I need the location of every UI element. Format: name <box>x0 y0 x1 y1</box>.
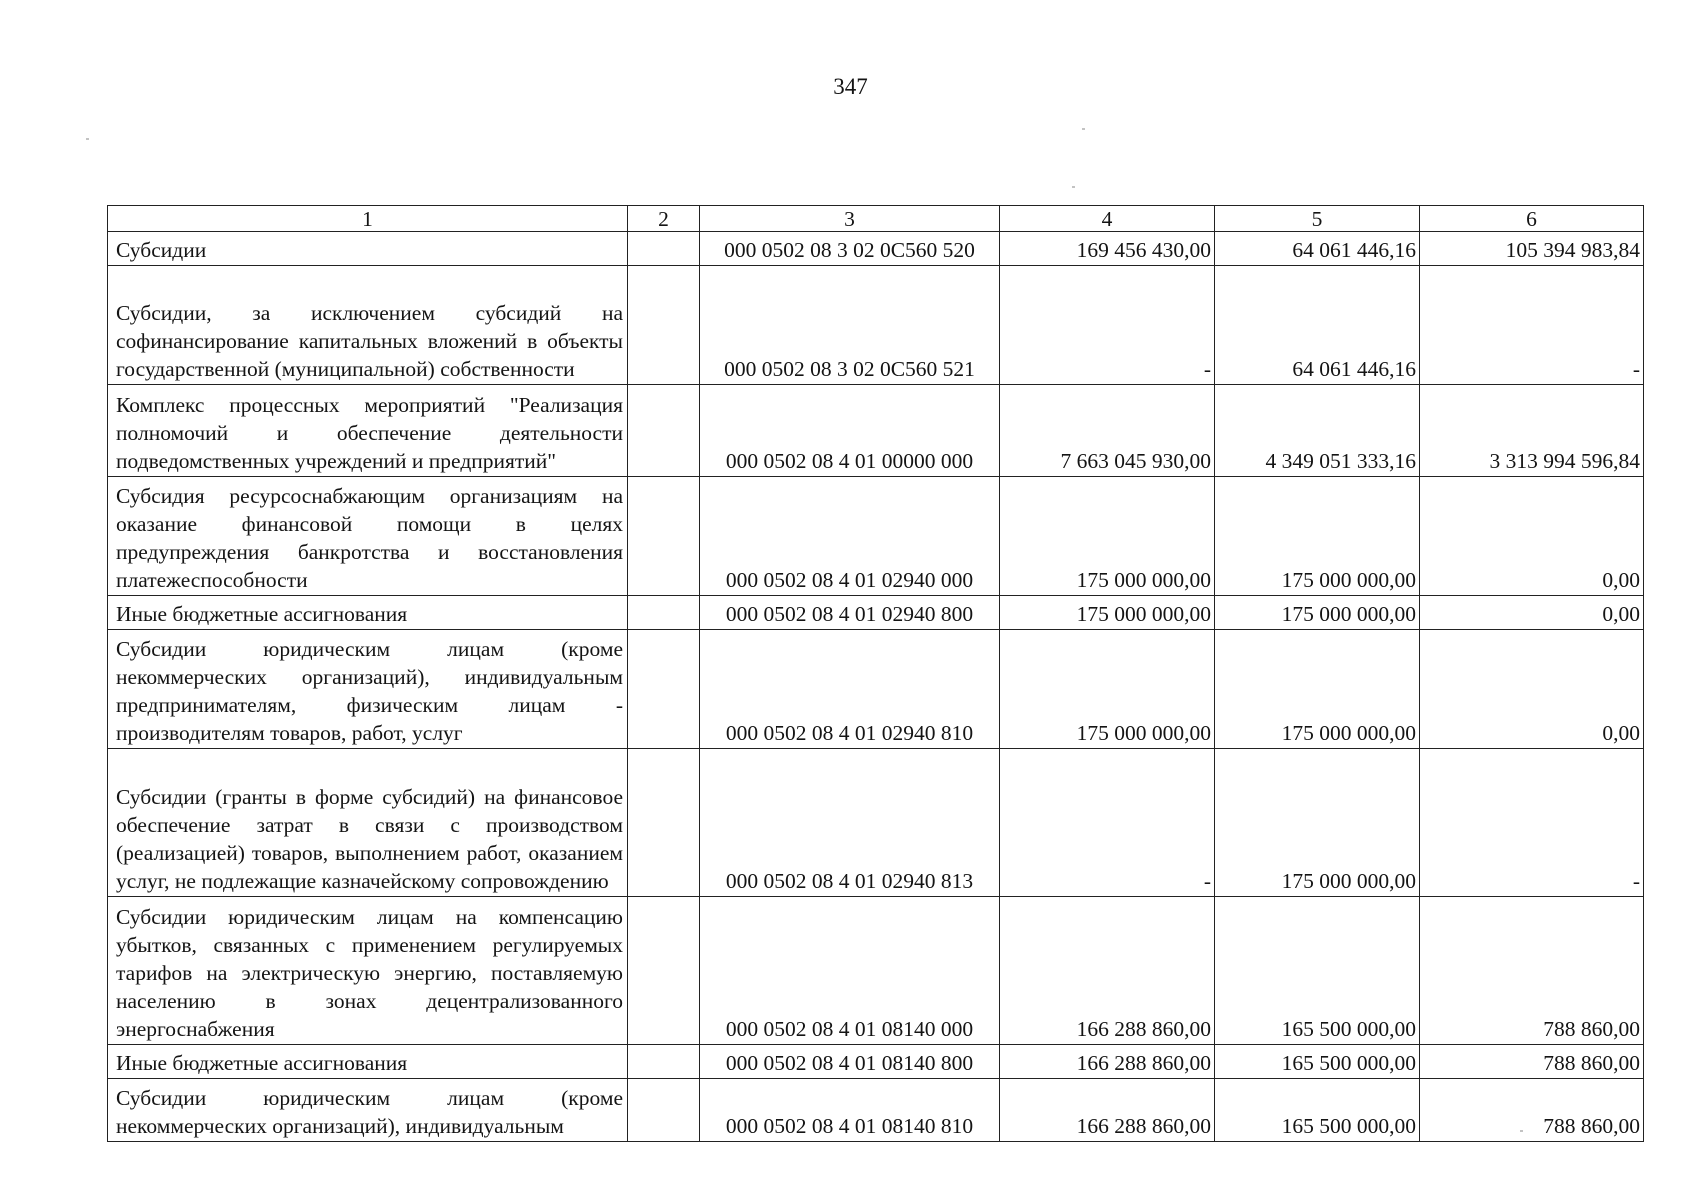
item-col2 <box>628 596 700 630</box>
item-name: Субсидия ресурсоснабжающим организациям на оказание финансовой помощи в целях предупреждения банкротства и восстановления платежеспособности <box>108 477 628 596</box>
item-name: Иные бюджетные ассигнования <box>108 1045 628 1079</box>
amount-col5: 165 500 000,00 <box>1215 1079 1420 1142</box>
scan-speck <box>1072 186 1075 188</box>
table-row <box>108 1045 1644 1079</box>
budget-code: 000 0502 08 4 01 02940 810 <box>700 630 1000 749</box>
amount-col4: 166 288 860,00 <box>1000 897 1215 1045</box>
table-row <box>108 232 1644 266</box>
item-name: Субсидии юридическим лицам (кроме некоммерческих организаций), индивидуальным <box>108 1079 628 1142</box>
budget-code: 000 0502 08 3 02 0С560 520 <box>700 232 1000 266</box>
amount-col6: 3 313 994 596,84 <box>1420 385 1644 477</box>
amount-col6: - <box>1420 266 1644 385</box>
budget-code: 000 0502 08 4 01 02940 813 <box>700 749 1000 897</box>
amount-col6: 0,00 <box>1420 477 1644 596</box>
table-row <box>108 1079 1644 1142</box>
amount-col5: 175 000 000,00 <box>1215 630 1420 749</box>
budget-code: 000 0502 08 4 01 02940 800 <box>700 596 1000 630</box>
item-name: Субсидии, за исключением субсидий на софинансирование капитальных вложений в объекты государственной (муниципальной) собственности <box>108 266 628 385</box>
budget-code: 000 0502 08 4 01 08140 800 <box>700 1045 1000 1079</box>
amount-col5: 165 500 000,00 <box>1215 1045 1420 1079</box>
budget-table <box>107 205 1644 1142</box>
table-row <box>108 477 1644 596</box>
column-header: 5 <box>1215 206 1420 232</box>
amount-col6: 788 860,00 <box>1420 897 1644 1045</box>
item-col2 <box>628 477 700 596</box>
amount-col5: 64 061 446,16 <box>1215 266 1420 385</box>
scan-speck <box>86 138 89 140</box>
scan-speck <box>1082 128 1085 130</box>
scan-speck <box>1520 1130 1523 1132</box>
item-name: Субсидии (гранты в форме субсидий) на финансовое обеспечение затрат в связи с производством (реализацией) товаров, выполнением работ, оказанием услуг, не подлежащие казначейскому сопровождению <box>108 749 628 897</box>
column-header: 6 <box>1420 206 1644 232</box>
item-col2 <box>628 749 700 897</box>
table-header-row <box>108 206 1644 232</box>
item-col2 <box>628 266 700 385</box>
amount-col4: 7 663 045 930,00 <box>1000 385 1215 477</box>
table-row <box>108 596 1644 630</box>
table-row <box>108 266 1644 385</box>
column-header: 1 <box>108 206 628 232</box>
amount-col4: 175 000 000,00 <box>1000 596 1215 630</box>
item-col2 <box>628 897 700 1045</box>
column-header: 2 <box>628 206 700 232</box>
page-number: 347 <box>833 74 868 99</box>
amount-col4: 175 000 000,00 <box>1000 630 1215 749</box>
amount-col6: 788 860,00 <box>1420 1079 1644 1142</box>
amount-col5: 64 061 446,16 <box>1215 232 1420 266</box>
amount-col4: 175 000 000,00 <box>1000 477 1215 596</box>
amount-col4: 166 288 860,00 <box>1000 1079 1215 1142</box>
item-col2 <box>628 232 700 266</box>
budget-code: 000 0502 08 4 01 08140 810 <box>700 1079 1000 1142</box>
budget-code: 000 0502 08 4 01 02940 000 <box>700 477 1000 596</box>
budget-code: 000 0502 08 4 01 00000 000 <box>700 385 1000 477</box>
amount-col5: 175 000 000,00 <box>1215 596 1420 630</box>
item-col2 <box>628 1079 700 1142</box>
amount-col5: 4 349 051 333,16 <box>1215 385 1420 477</box>
item-col2 <box>628 1045 700 1079</box>
amount-col6: 788 860,00 <box>1420 1045 1644 1079</box>
budget-code: 000 0502 08 3 02 0С560 521 <box>700 266 1000 385</box>
amount-col6: 105 394 983,84 <box>1420 232 1644 266</box>
amount-col4: 166 288 860,00 <box>1000 1045 1215 1079</box>
column-header: 4 <box>1000 206 1215 232</box>
amount-col4: 169 456 430,00 <box>1000 232 1215 266</box>
budget-code: 000 0502 08 4 01 08140 000 <box>700 897 1000 1045</box>
table-row <box>108 749 1644 897</box>
item-col2 <box>628 385 700 477</box>
amount-col5: 175 000 000,00 <box>1215 749 1420 897</box>
item-name: Иные бюджетные ассигнования <box>108 596 628 630</box>
column-header: 3 <box>700 206 1000 232</box>
amount-col5: 175 000 000,00 <box>1215 477 1420 596</box>
table-row <box>108 385 1644 477</box>
item-name: Субсидии юридическим лицам (кроме некоммерческих организаций), индивидуальным предпринимателям, физическим лицам - производителям товаров, работ, услуг <box>108 630 628 749</box>
item-name: Субсидии юридическим лицам на компенсацию убытков, связанных с применением регулируемых тарифов на электрическую энергию, поставляемую населению в зонах децентрализованного энергоснабжения <box>108 897 628 1045</box>
amount-col6: - <box>1420 749 1644 897</box>
item-name: Субсидии <box>108 232 628 266</box>
amount-col5: 165 500 000,00 <box>1215 897 1420 1045</box>
amount-col6: 0,00 <box>1420 596 1644 630</box>
amount-col4: - <box>1000 749 1215 897</box>
amount-col4: - <box>1000 266 1215 385</box>
item-col2 <box>628 630 700 749</box>
amount-col6: 0,00 <box>1420 630 1644 749</box>
table-row <box>108 630 1644 749</box>
table-row <box>108 897 1644 1045</box>
item-name: Комплекс процессных мероприятий "Реализация полномочий и обеспечение деятельности подведомственных учреждений и предприятий" <box>108 385 628 477</box>
